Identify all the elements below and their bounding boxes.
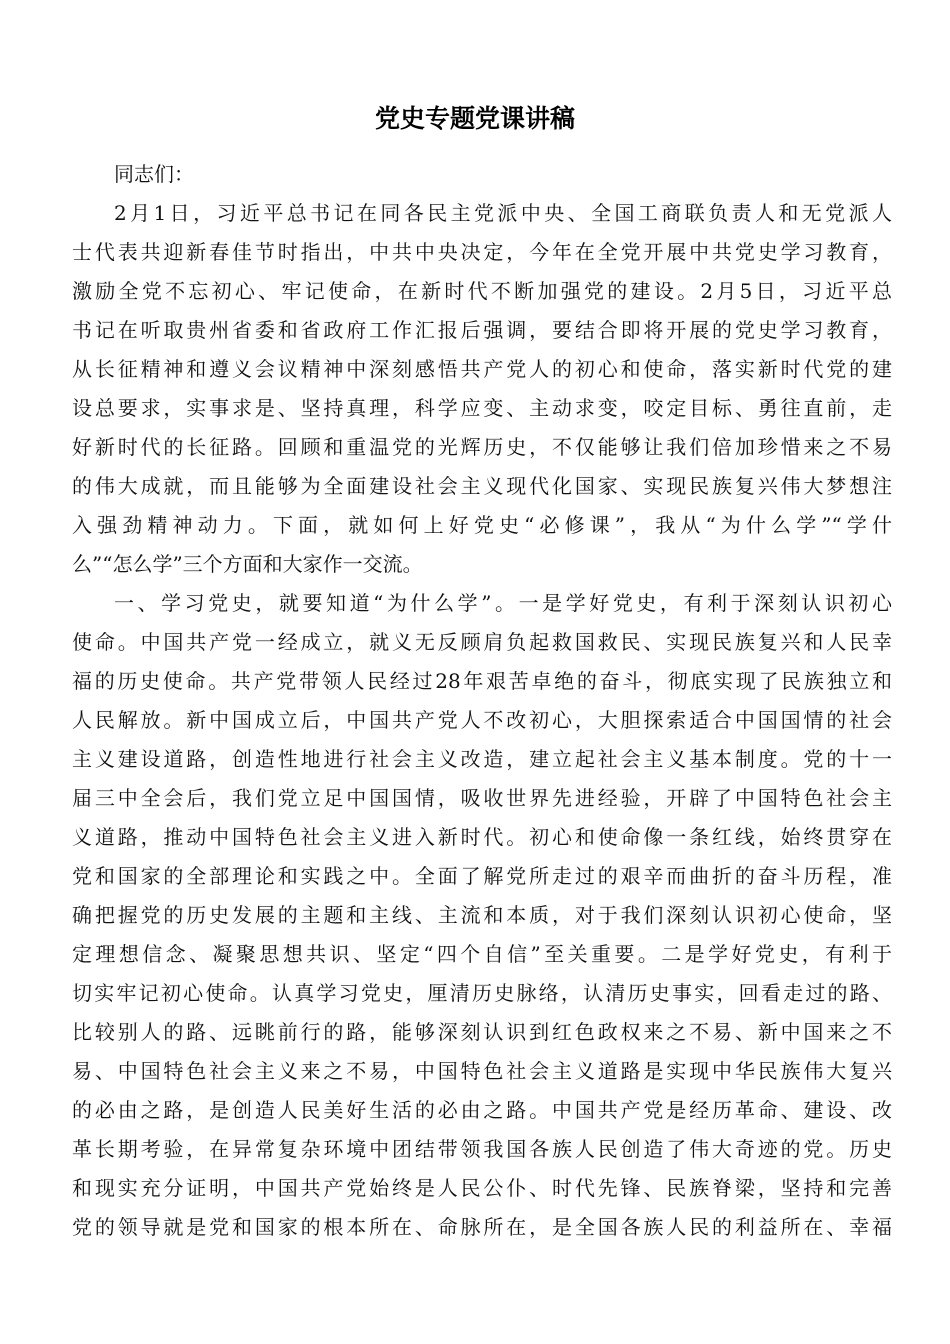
document-body bbox=[72, 155, 892, 1247]
paragraph-line: 革长期考验，在异常复杂环境中团结带领我国各族人民创造了伟大奇迹的党。历史 bbox=[72, 1137, 892, 1161]
salutation: 同志们： bbox=[114, 162, 194, 186]
paragraph-line: 激励全党不忘初心、牢记使命，在新时代不断加强党的建设。2月5日，习近平总 bbox=[72, 279, 892, 303]
paragraph-line: 2月1日，习近平总书记在同各民主党派中央、全国工商联负责人和无党派人 bbox=[114, 201, 892, 225]
paragraph-line: 比较别人的路、远眺前行的路，能够深刻认识到红色政权来之不易、新中国来之不 bbox=[72, 1020, 892, 1044]
paragraph-line: 的必由之路，是创造人民美好生活的必由之路。中国共产党是经历革命、建设、改 bbox=[72, 1098, 892, 1122]
paragraph-line: 好新时代的长征路。回顾和重温党的光辉历史，不仅能够让我们倍加珍惜来之不易 bbox=[72, 435, 892, 459]
paragraph-line: 设总要求，实事求是、坚持真理，科学应变、主动求变，咬定目标、勇往直前，走 bbox=[72, 396, 892, 420]
paragraph-1 bbox=[72, 194, 892, 584]
paragraph-line: 么”“怎么学”三个方面和大家作一交流。 bbox=[72, 552, 423, 576]
paragraph-line: 书记在听取贵州省委和省政府工作汇报后强调，要结合即将开展的党史学习教育， bbox=[72, 318, 892, 342]
paragraph-line: 义道路，推动中国特色社会主义进入新时代。初心和使命像一条红线，始终贯穿在 bbox=[72, 825, 892, 849]
paragraph-line: 确把握党的历史发展的主题和主线、主流和本质，对于我们深刻认识初心使命，坚 bbox=[72, 903, 892, 927]
paragraph-2 bbox=[72, 584, 892, 1247]
paragraph-line: 定理想信念、凝聚思想共识、坚定“四个自信”至关重要。二是学好党史，有利于 bbox=[72, 942, 892, 966]
paragraph-line: 福的历史使命。共产党带领人民经过28年艰苦卓绝的奋斗，彻底实现了民族独立和 bbox=[72, 669, 892, 693]
paragraph-line: 从长征精神和遵义会议精神中深刻感悟共产党人的初心和使命，落实新时代党的建 bbox=[72, 357, 892, 381]
paragraph-line: 士代表共迎新春佳节时指出，中共中央决定，今年在全党开展中共党史学习教育， bbox=[72, 240, 892, 264]
document-title: 党史专题党课讲稿 bbox=[374, 104, 575, 133]
paragraph-line: 主义建设道路，创造性地进行社会主义改造，建立起社会主义基本制度。党的十一 bbox=[72, 747, 892, 771]
paragraph-line: 入强劲精神动力。下面，就如何上好党史“必修课”，我从“为什么学”“学什 bbox=[72, 513, 892, 537]
paragraph-line: 人民解放。新中国成立后，中国共产党人不改初心，大胆探索适合中国国情的社会 bbox=[72, 708, 892, 732]
paragraph-line: 届三中全会后，我们党立足中国国情，吸收世界先进经验，开辟了中国特色社会主 bbox=[72, 786, 892, 810]
paragraph-line: 易、中国特色社会主义来之不易，中国特色社会主义道路是实现中华民族伟大复兴 bbox=[72, 1059, 892, 1083]
paragraph-line: 一、学习党史，就要知道“为什么学”。一是学好党史，有利于深刻认识初心 bbox=[114, 591, 892, 615]
paragraph-line: 的伟大成就，而且能够为全面建设社会主义现代化国家、实现民族复兴伟大梦想注 bbox=[72, 474, 892, 498]
paragraph-line: 和现实充分证明，中国共产党始终是人民公仆、时代先锋、民族脊梁，坚持和完善 bbox=[72, 1176, 892, 1200]
paragraph-line: 党的领导就是党和国家的根本所在、命脉所在，是全国各族人民的利益所在、幸福 bbox=[72, 1215, 892, 1239]
paragraph-line: 切实牢记初心使命。认真学习党史，厘清历史脉络，认清历史事实，回看走过的路、 bbox=[72, 981, 892, 1005]
paragraph-line: 使命。中国共产党一经成立，就义无反顾肩负起救国救民、实现民族复兴和人民幸 bbox=[72, 630, 892, 654]
paragraph-line: 党和国家的全部理论和实践之中。全面了解党所走过的艰辛而曲折的奋斗历程，准 bbox=[72, 864, 892, 888]
